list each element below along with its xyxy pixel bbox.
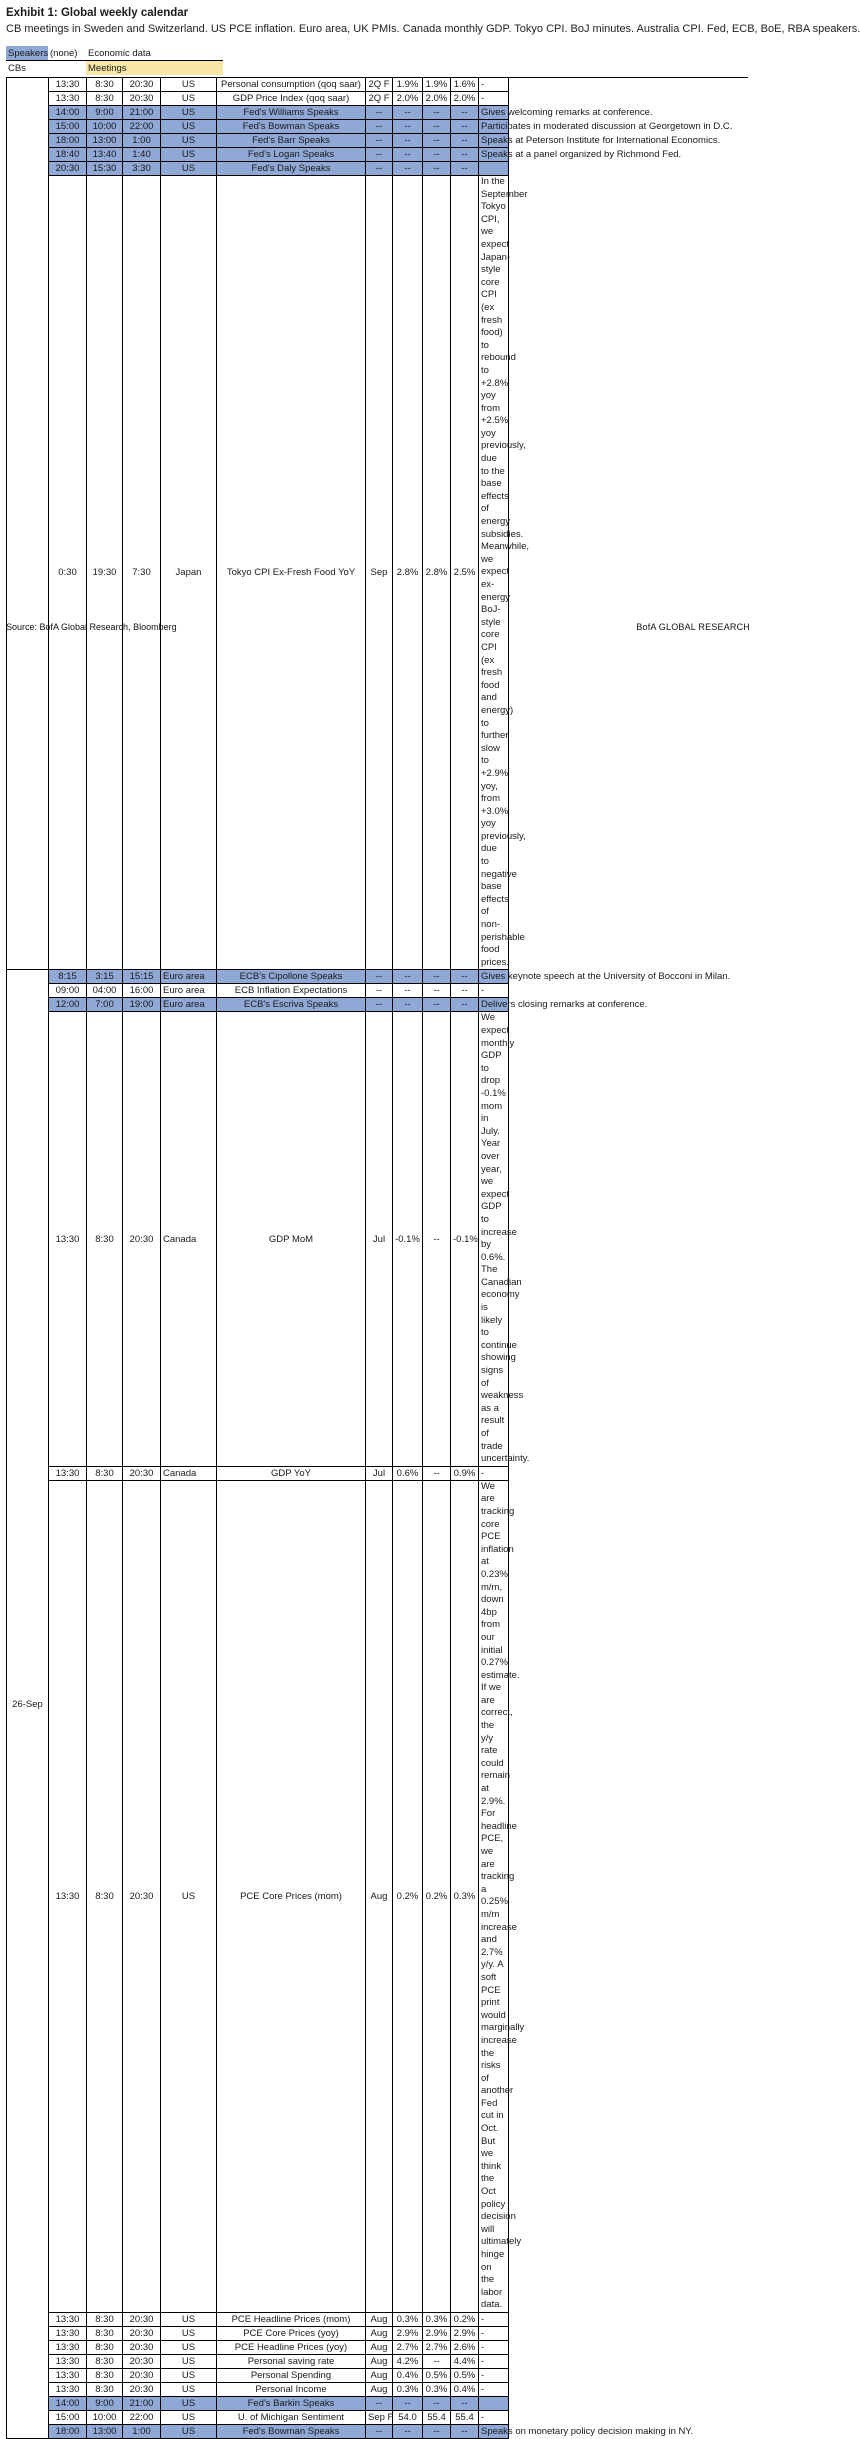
cell-v3: 0.5% [451, 2368, 479, 2382]
cell-c3: 1:40 [123, 148, 161, 162]
cell-v3: 4.4% [451, 2354, 479, 2368]
cell-v1: 4.2% [393, 2354, 423, 2368]
cell-v2: 0.3% [423, 2382, 451, 2396]
cell-description: - [479, 2340, 509, 2354]
cell-c3: 20:30 [123, 2368, 161, 2382]
cell-v1: -0.1% [393, 1012, 423, 1466]
cell-event: PCE Core Prices (yoy) [217, 2326, 366, 2340]
table-row [7, 92, 749, 106]
cell-c3: 22:00 [123, 2410, 161, 2424]
cell-v3: -- [451, 2424, 479, 2438]
cell-event: Personal Income [217, 2382, 366, 2396]
cell-c1: 8:15 [49, 970, 87, 984]
cell-v2: -- [423, 2424, 451, 2438]
cell-c2: 8:30 [87, 1012, 123, 1466]
cell-description: Participates in moderated discussion at Georgetown in D.C. [479, 120, 509, 134]
cell-country: US [161, 134, 217, 148]
table-row [7, 970, 749, 984]
cell-event: PCE Headline Prices (yoy) [217, 2340, 366, 2354]
cell-event: GDP YoY [217, 1466, 366, 1480]
cell-c2: 8:30 [87, 1466, 123, 1480]
cell-v1: 0.3% [393, 2382, 423, 2396]
cell-c2: 19:30 [87, 176, 123, 970]
table-row [7, 2368, 749, 2382]
cell-v1: 0.4% [393, 2368, 423, 2382]
cell-description: Speaks at a panel organized by Richmond Fed. [479, 148, 509, 162]
cell-event: Personal consumption (qoq saar) [217, 78, 366, 92]
cell-c3: 20:30 [123, 2340, 161, 2354]
cell-c3: 15:15 [123, 970, 161, 984]
cell-c1: 13:30 [49, 1012, 87, 1466]
brand-label: BofA GLOBAL RESEARCH [636, 622, 750, 632]
legend-table [6, 46, 748, 75]
cell-v1: 2.9% [393, 2326, 423, 2340]
cell-period: Aug [366, 2368, 393, 2382]
cell-v1: -- [393, 162, 423, 176]
cell-description: In the September Tokyo CPI, we expect Japan-style core CPI (ex fresh food) to rebound to +2.8% yoy from +2.5% yoy previously, due to the base effects of energy subsidies. Meanwhile, we expect ex-energy BoJ-style core CPI (ex fresh food and energy) to further slow to +2.9% yoy, from +3.0% yoy previously, due to negative base effects of non-perishable food prices. [479, 176, 509, 970]
legend-cbs: CBs [6, 61, 48, 76]
cell-c1: 15:00 [49, 120, 87, 134]
cell-v1: 2.0% [393, 92, 423, 106]
cell-event: Fed's Daly Speaks [217, 162, 366, 176]
cell-v2: 2.0% [423, 92, 451, 106]
table-row [7, 998, 749, 1012]
cell-v3: 2.6% [451, 2340, 479, 2354]
table-row [7, 2410, 749, 2424]
cell-c3: 21:00 [123, 2396, 161, 2410]
cell-v1: 2.8% [393, 176, 423, 970]
cell-v2: 55.4 [423, 2410, 451, 2424]
cell-event: ECB's Cipollone Speaks [217, 970, 366, 984]
cell-c2: 13:40 [87, 148, 123, 162]
cell-period: Aug [366, 2354, 393, 2368]
cell-c1: 18:00 [49, 134, 87, 148]
cell-period: Aug [366, 1480, 393, 2312]
exhibit-subtitle: CB meetings in Sweden and Switzerland. US PCE inflation. Euro area, UK PMIs. Canada monthly GDP. Tokyo CPI. BoJ minutes. Australia CPI. Fed, ECB, BoE, RBA speakers. [6, 23, 860, 35]
cell-country: US [161, 2368, 217, 2382]
cell-period: 2Q F [366, 92, 393, 106]
cell-country: Euro area [161, 984, 217, 998]
cell-c3: 1:00 [123, 2424, 161, 2438]
cell-c1: 18:40 [49, 148, 87, 162]
cell-c3: 20:30 [123, 1480, 161, 2312]
cell-v2: -- [423, 120, 451, 134]
cell-c3: 7:30 [123, 176, 161, 970]
cell-c2: 9:00 [87, 2396, 123, 2410]
cell-v1: -- [393, 984, 423, 998]
cell-country: US [161, 2340, 217, 2354]
table-row [7, 1012, 749, 1466]
cell-country: US [161, 2424, 217, 2438]
cell-country: US [161, 2410, 217, 2424]
cell-event: ECB's Escriva Speaks [217, 998, 366, 1012]
cell-v2: -- [423, 1466, 451, 1480]
cell-period: 2Q F [366, 78, 393, 92]
cell-c1: 13:30 [49, 2382, 87, 2396]
cell-v1: 2.7% [393, 2340, 423, 2354]
cell-period: -- [366, 162, 393, 176]
cell-v3: -- [451, 134, 479, 148]
cell-period: Aug [366, 2326, 393, 2340]
cell-c1: 14:00 [49, 106, 87, 120]
cell-period: -- [366, 970, 393, 984]
cell-v3: -- [451, 2396, 479, 2410]
cell-country: US [161, 2354, 217, 2368]
cell-v2: 0.3% [423, 2312, 451, 2326]
cell-event: Fed's Barr Speaks [217, 134, 366, 148]
cell-country: US [161, 120, 217, 134]
source-note: Source: BofA Global Research, Bloomberg [6, 622, 177, 632]
cell-event: Fed's Bowman Speaks [217, 120, 366, 134]
cell-period: -- [366, 998, 393, 1012]
cell-period: -- [366, 106, 393, 120]
cell-event: Personal Spending [217, 2368, 366, 2382]
cell-c1: 13:30 [49, 1466, 87, 1480]
cell-v2: -- [423, 998, 451, 1012]
cell-description: Speaks at Peterson Institute for International Economics. [479, 134, 509, 148]
cell-c3: 20:30 [123, 92, 161, 106]
table-row [7, 106, 749, 120]
cell-c1: 13:30 [49, 92, 87, 106]
cell-event: Fed's Logan Speaks [217, 148, 366, 162]
cell-c2: 8:30 [87, 2340, 123, 2354]
table-row [7, 984, 749, 998]
cell-event: PCE Headline Prices (mom) [217, 2312, 366, 2326]
cell-description: Gives welcoming remarks at conference. [479, 106, 509, 120]
cell-c2: 04:00 [87, 984, 123, 998]
cell-v1: -- [393, 2396, 423, 2410]
cell-v3: -- [451, 984, 479, 998]
cell-c2: 8:30 [87, 2368, 123, 2382]
cell-country: US [161, 2312, 217, 2326]
table-row [7, 2424, 749, 2438]
cell-country: US [161, 78, 217, 92]
cell-country: US [161, 106, 217, 120]
cell-v2: 0.2% [423, 1480, 451, 2312]
cell-v3: -- [451, 106, 479, 120]
cell-c3: 22:00 [123, 120, 161, 134]
cell-v1: -- [393, 134, 423, 148]
cell-c3: 16:00 [123, 984, 161, 998]
cell-period: Sep [366, 176, 393, 970]
cell-country: US [161, 148, 217, 162]
cell-period: -- [366, 2424, 393, 2438]
cell-c2: 8:30 [87, 2326, 123, 2340]
cell-v2: -- [423, 2354, 451, 2368]
cell-c3: 20:30 [123, 2354, 161, 2368]
table-row [7, 1466, 749, 1480]
date-cell: 26-Sep [7, 970, 49, 2439]
cell-c3: 20:30 [123, 78, 161, 92]
cell-v2: -- [423, 2396, 451, 2410]
cell-c3: 1:00 [123, 134, 161, 148]
cell-v2: -- [423, 106, 451, 120]
cell-v1: -- [393, 970, 423, 984]
table-row [7, 134, 749, 148]
cell-c2: 10:00 [87, 120, 123, 134]
cell-v1: 0.3% [393, 2312, 423, 2326]
cell-v2: -- [423, 984, 451, 998]
cell-c2: 3:15 [87, 970, 123, 984]
table-row [7, 176, 749, 970]
cell-c1: 13:30 [49, 2368, 87, 2382]
cell-v1: -- [393, 106, 423, 120]
table-row [7, 148, 749, 162]
cell-v2: 1.9% [423, 78, 451, 92]
cell-period: -- [366, 984, 393, 998]
table-row [7, 2354, 749, 2368]
table-row [7, 2340, 749, 2354]
cell-c2: 8:30 [87, 1480, 123, 2312]
cell-c3: 20:30 [123, 2312, 161, 2326]
cell-period: -- [366, 120, 393, 134]
cell-c1: 20:30 [49, 162, 87, 176]
cell-c3: 19:00 [123, 998, 161, 1012]
cell-period: Aug [366, 2382, 393, 2396]
cell-c2: 7:00 [87, 998, 123, 1012]
table-row [7, 120, 749, 134]
cell-v3: 55.4 [451, 2410, 479, 2424]
cell-v2: -- [423, 134, 451, 148]
legend [6, 46, 748, 78]
cell-v3: 2.5% [451, 176, 479, 970]
cell-c2: 8:30 [87, 2354, 123, 2368]
cell-description [479, 162, 509, 176]
cell-country: US [161, 2326, 217, 2340]
cell-period: Aug [366, 2312, 393, 2326]
cell-c1: 13:30 [49, 2354, 87, 2368]
cell-v3: 1.6% [451, 78, 479, 92]
cell-country: Euro area [161, 970, 217, 984]
cell-country: Euro area [161, 998, 217, 1012]
cell-c3: 3:30 [123, 162, 161, 176]
cell-v3: 0.4% [451, 2382, 479, 2396]
cell-c2: 15:30 [87, 162, 123, 176]
cell-v3: -- [451, 120, 479, 134]
cell-period: Sep F [366, 2410, 393, 2424]
cell-description: Delivers closing remarks at conference. [479, 998, 509, 1012]
cell-v3: 2.9% [451, 2326, 479, 2340]
cell-c1: 13:30 [49, 2340, 87, 2354]
cell-v2: 0.5% [423, 2368, 451, 2382]
cell-v2: -- [423, 162, 451, 176]
cell-c2: 8:30 [87, 2382, 123, 2396]
cell-v3: -0.1% [451, 1012, 479, 1466]
cell-v2: -- [423, 148, 451, 162]
cell-v1: 0.6% [393, 1466, 423, 1480]
cell-v3: -- [451, 162, 479, 176]
cell-description: We expect monthly GDP to drop -0.1% mom in July. Year over year, we expect GDP to increase by 0.6%. The Canadian economy is likely to continue showing signs of weakness as a result of trade uncertainty. [479, 1012, 509, 1466]
cell-c1: 0:30 [49, 176, 87, 970]
cell-event: PCE Core Prices (mom) [217, 1480, 366, 2312]
cell-v3: 0.3% [451, 1480, 479, 2312]
cell-country: US [161, 92, 217, 106]
table-row [7, 162, 749, 176]
table-row [7, 2382, 749, 2396]
cell-v2: -- [423, 1012, 451, 1466]
cell-c3: 20:30 [123, 1012, 161, 1466]
calendar-table [6, 77, 748, 2439]
cell-c2: 8:30 [87, 2312, 123, 2326]
cell-v1: -- [393, 2424, 423, 2438]
cell-period: -- [366, 2396, 393, 2410]
table-row [7, 2312, 749, 2326]
cell-v3: 2.0% [451, 92, 479, 106]
cell-c1: 13:30 [49, 1480, 87, 2312]
cell-description: - [479, 2312, 509, 2326]
cell-c2: 13:00 [87, 134, 123, 148]
cell-v3: -- [451, 148, 479, 162]
cell-c3: 20:30 [123, 2382, 161, 2396]
cell-description: - [479, 2368, 509, 2382]
table-row [7, 2326, 749, 2340]
cell-v2: 2.9% [423, 2326, 451, 2340]
cell-description: - [479, 2410, 509, 2424]
cell-country: US [161, 162, 217, 176]
cell-c2: 8:30 [87, 78, 123, 92]
cell-c2: 8:30 [87, 92, 123, 106]
cell-v1: -- [393, 998, 423, 1012]
cell-v2: 2.8% [423, 176, 451, 970]
cell-period: -- [366, 134, 393, 148]
cell-c1: 09:00 [49, 984, 87, 998]
cell-description: We are tracking core PCE inflation at 0.23% m/m, down 4bp from our initial 0.27% estimate. If we are correct, the y/y rate could remain at 2.9%. For headline PCE, we are tracking a 0.25% m/m increase and 2.7% y/y. A soft PCE print would marginally increase the risks of another Fed cut in Oct. But we think the Oct policy decision will ultimately hinge on the labor data. [479, 1480, 509, 2312]
cell-v1: -- [393, 148, 423, 162]
cell-event: Tokyo CPI Ex-Fresh Food YoY [217, 176, 366, 970]
cell-description: - [479, 2354, 509, 2368]
cell-description: - [479, 78, 509, 92]
table-row [7, 1480, 749, 2312]
cell-event: Fed's Williams Speaks [217, 106, 366, 120]
cell-event: Fed's Barkin Speaks [217, 2396, 366, 2410]
cell-description: - [479, 92, 509, 106]
cell-description [479, 2396, 509, 2410]
table-row [7, 2396, 749, 2410]
cell-period: Jul [366, 1012, 393, 1466]
cell-c3: 20:30 [123, 2326, 161, 2340]
cell-c2: 10:00 [87, 2410, 123, 2424]
date-cell [7, 78, 49, 970]
cell-country: Canada [161, 1012, 217, 1466]
cell-c2: 13:00 [87, 2424, 123, 2438]
cell-event: Personal saving rate [217, 2354, 366, 2368]
cell-v2: -- [423, 970, 451, 984]
legend-none: (none) [50, 47, 78, 59]
cell-event: U. of Michigan Sentiment [217, 2410, 366, 2424]
cell-description: Speaks on monetary policy decision making in NY. [479, 2424, 509, 2438]
cell-c1: 15:00 [49, 2410, 87, 2424]
cell-description: - [479, 984, 509, 998]
cell-period: Jul [366, 1466, 393, 1480]
cell-country: Canada [161, 1466, 217, 1480]
cell-v1: 1.9% [393, 78, 423, 92]
cell-description: - [479, 1466, 509, 1480]
cell-country: US [161, 2396, 217, 2410]
cell-country: US [161, 1480, 217, 2312]
cell-c1: 13:30 [49, 78, 87, 92]
cell-event: Fed's Bowman Speaks [217, 2424, 366, 2438]
cell-c1: 12:00 [49, 998, 87, 1012]
cell-v3: 0.9% [451, 1466, 479, 1480]
cell-event: GDP Price Index (qoq saar) [217, 92, 366, 106]
cell-c1: 13:30 [49, 2312, 87, 2326]
cell-country: US [161, 2382, 217, 2396]
cell-c1: 18:00 [49, 2424, 87, 2438]
cell-period: Aug [366, 2340, 393, 2354]
cell-c2: 9:00 [87, 106, 123, 120]
cell-c1: 14:00 [49, 2396, 87, 2410]
cell-event: ECB Inflation Expectations [217, 984, 366, 998]
cell-v1: 54.0 [393, 2410, 423, 2424]
legend-speakers: Speakers [8, 47, 49, 59]
table-row [7, 78, 749, 92]
cell-description: Gives keynote speech at the University of Bocconi in Milan. [479, 970, 509, 984]
exhibit-title: Exhibit 1: Global weekly calendar [6, 7, 189, 19]
legend-meetings: Meetings [86, 61, 223, 76]
legend-economic: Economic data [88, 47, 151, 59]
cell-c3: 20:30 [123, 1466, 161, 1480]
cell-country: Japan [161, 176, 217, 970]
cell-period: -- [366, 148, 393, 162]
cell-event: GDP MoM [217, 1012, 366, 1466]
cell-v3: -- [451, 970, 479, 984]
cell-c3: 21:00 [123, 106, 161, 120]
cell-v2: 2.7% [423, 2340, 451, 2354]
cell-v3: 0.2% [451, 2312, 479, 2326]
cell-description: - [479, 2326, 509, 2340]
cell-description: - [479, 2382, 509, 2396]
cell-c1: 13:30 [49, 2326, 87, 2340]
cell-v1: 0.2% [393, 1480, 423, 2312]
cell-v3: -- [451, 998, 479, 1012]
cell-v1: -- [393, 120, 423, 134]
